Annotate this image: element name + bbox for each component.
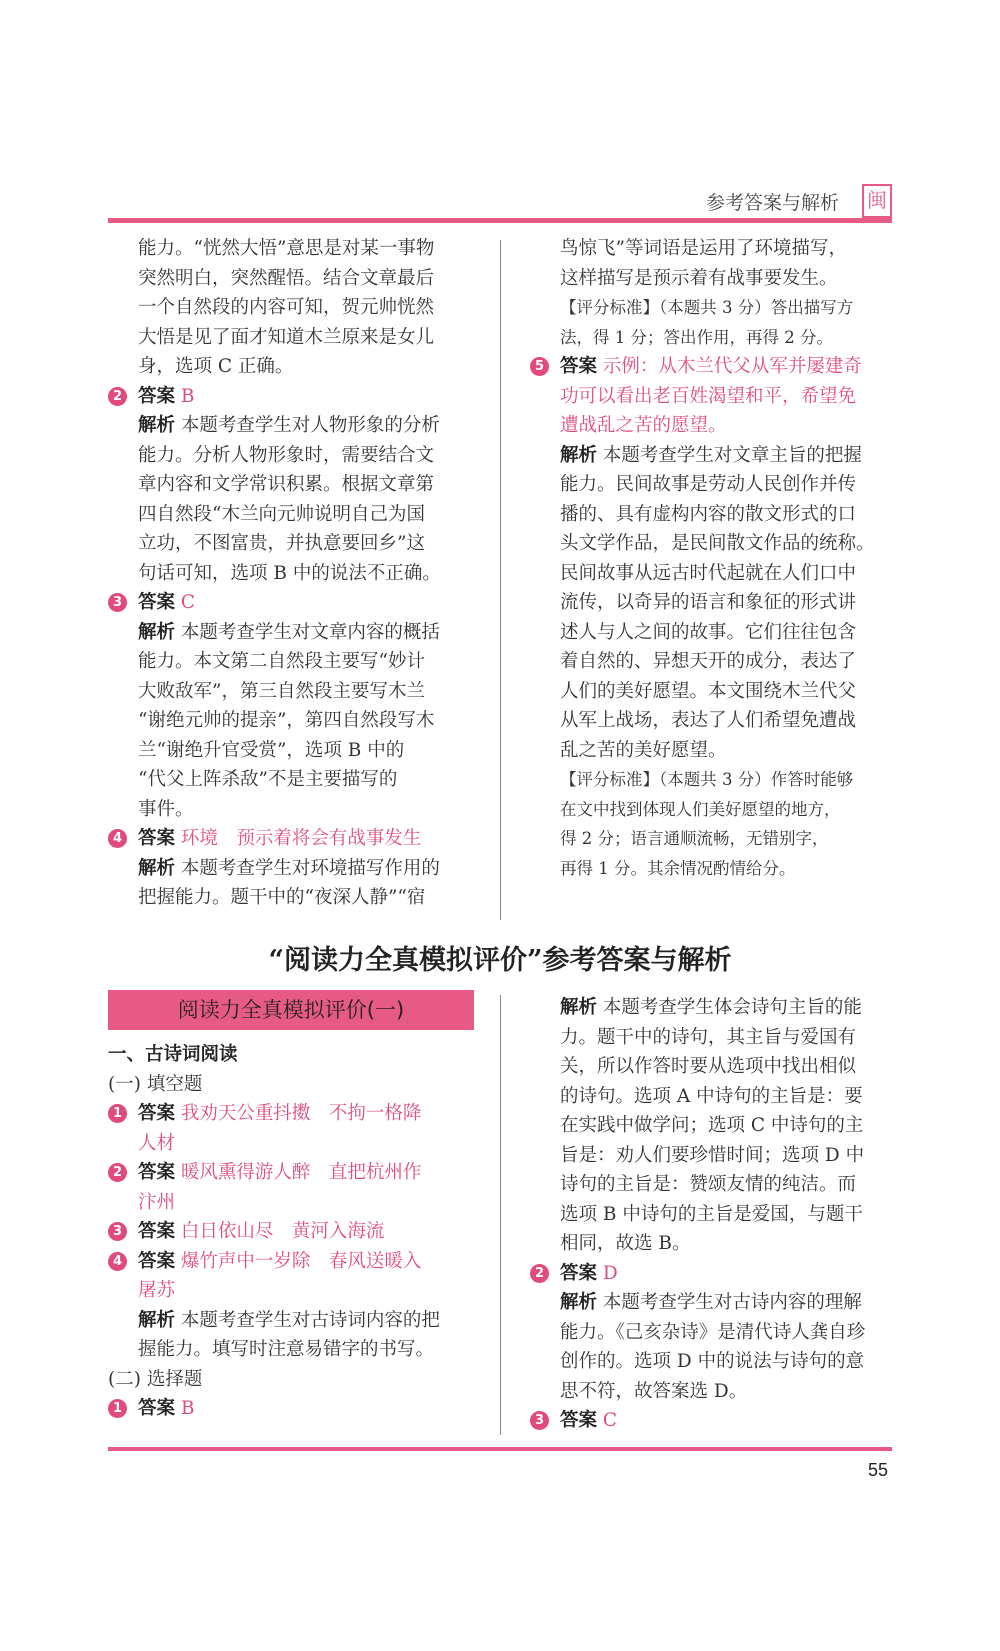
answer-label: 答案 — [138, 1103, 176, 1124]
text-line: 本题考查学生对古诗内容的理解 — [602, 1292, 862, 1313]
text-line: 本题考查学生对环境描写作用的 — [180, 857, 440, 879]
answer-value: 白日依山尽 黄河入海流 — [180, 1221, 385, 1242]
answer-label: 答案 — [138, 1162, 176, 1183]
scoring-line: 再得 1 分。其余情况酌情给分。 — [560, 858, 796, 878]
choice-item-2 — [530, 1259, 900, 1407]
continued-block — [530, 234, 900, 352]
text-line: 流传，以奇异的语言和象征的形式讲 — [560, 592, 857, 613]
answer-value: D — [602, 1262, 618, 1284]
text-line: 本题考查学生对古诗词内容的把 — [180, 1309, 440, 1331]
text-line: 事件。 — [138, 798, 194, 820]
text-line: 本题考查学生体会诗句主旨的能 — [602, 997, 862, 1018]
number-badge: 3 — [530, 1411, 549, 1430]
text-line: 关，所以作答时要从选项中找出相似 — [560, 1056, 857, 1077]
answer-label: 答案 — [560, 356, 598, 377]
answer-label: 答案 — [560, 1410, 598, 1431]
number-badge: 3 — [108, 1222, 127, 1241]
analysis-label: 解析 — [138, 1309, 176, 1331]
text-line: 播的、具有虚构内容的散文形式的口 — [560, 503, 857, 525]
text-line: 大悟是见了面才知道木兰原来是女儿 — [138, 326, 435, 348]
fill-item-2 — [108, 1158, 480, 1217]
text-line: 在实践中做学问；选项 C 中诗句的主 — [560, 1115, 864, 1136]
answer-value: 环境 预示着将会有战事发生 — [180, 828, 422, 849]
text-line: 把握能力。题干中的“夜深人静”“宿 — [138, 887, 426, 908]
text-line: 大败敌军”，第三自然段主要写木兰 — [138, 680, 425, 702]
answer-value: 我劝天公重抖擞 不拘一格降 — [180, 1103, 422, 1124]
text-line: 创作的。选项 D 中的说法与诗句的意 — [560, 1351, 865, 1372]
answer-label: 答案 — [138, 1221, 176, 1242]
number-badge: 1 — [108, 1104, 127, 1123]
text-line: 本题考查学生对文章主旨的把握 — [602, 444, 862, 466]
answer-value: 示例：从木兰代父从军并屡建奇 — [602, 356, 862, 377]
left-top-column — [108, 234, 480, 913]
answer-value: 功可以看出老百姓渴望和平，希望免 — [560, 385, 857, 407]
text-line: 民间故事从远古时代起就在人们口中 — [560, 562, 857, 584]
text-line: 述人与人之间的故事。它们往往包含 — [560, 621, 857, 643]
left-bottom-column — [108, 1040, 480, 1424]
answer-item-4 — [108, 824, 480, 913]
text-line: 立功，不图富贵，并执意要回乡”这 — [138, 533, 425, 554]
text-line: 诗句的主旨是：赞颂友情的纯洁。而 — [560, 1174, 857, 1195]
text-line: 突然明白，突然醒悟。结合文章最后 — [138, 267, 435, 289]
text-line: 旨是：劝人们要珍惜时间；选项 D 中 — [560, 1144, 865, 1166]
answer-value: 爆竹声中一岁除 春风送暖入 — [180, 1250, 422, 1272]
answer-label: 答案 — [138, 1398, 176, 1419]
text-line: “代父上阵杀敌”不是主要描写的 — [138, 769, 398, 790]
text-line: 选项 B 中诗句的主旨是爱国，与题干 — [560, 1203, 863, 1225]
text-line: 人们的美好愿望。本文围绕木兰代父 — [560, 680, 857, 702]
text-line: 一个自然段的内容可知，贺元帅恍然 — [138, 297, 435, 318]
header-divider — [108, 218, 892, 223]
answer-value: 汴州 — [138, 1191, 176, 1213]
scoring-line: 法，得 1 分；答出作用，再得 2 分。 — [560, 327, 833, 347]
analysis-label: 解析 — [138, 621, 176, 643]
page-number: 55 — [868, 1460, 889, 1480]
text-line: 能力。本文第二自然段主要写“妙计 — [138, 651, 425, 672]
analysis-label: 解析 — [560, 444, 598, 466]
text-line: 力。题干中的诗句，其主旨与爱国有 — [560, 1026, 857, 1048]
text-line: 鸟惊飞”等词语是运用了环境描写， — [560, 238, 847, 259]
analysis-block — [530, 993, 900, 1259]
answer-value: C — [180, 592, 196, 613]
text-line: 本题考查学生对文章内容的概括 — [180, 621, 440, 643]
answer-label: 答案 — [560, 1262, 598, 1284]
column-divider — [500, 995, 501, 1435]
header-title: 参考答案与解析 — [706, 192, 840, 214]
subheading: (一) 填空题 — [108, 1073, 203, 1095]
answer-item-5 — [530, 352, 900, 883]
number-badge: 2 — [108, 1163, 127, 1182]
subheading: (二) 选择题 — [108, 1368, 203, 1390]
text-line: 句话可知，选项 B 中的说法不正确。 — [138, 562, 441, 584]
text-line: 相同，故选 B。 — [560, 1233, 691, 1254]
number-badge: 2 — [530, 1264, 549, 1283]
answer-item-3 — [108, 588, 480, 824]
text-line: 能力。分析人物形象时，需要结合文 — [138, 444, 435, 466]
column-divider — [500, 240, 501, 920]
scoring-line: 在文中找到体现人们美好愿望的地方， — [560, 799, 841, 819]
analysis-label: 解析 — [560, 997, 598, 1018]
fill-item-1 — [108, 1099, 480, 1158]
analysis-label: 解析 — [138, 415, 176, 436]
number-badge: 3 — [108, 593, 127, 612]
fill-item-3 — [108, 1217, 480, 1247]
number-badge: 5 — [530, 357, 549, 376]
intro-block — [108, 234, 480, 382]
scoring-line: 【评分标准】（本题共 3 分）作答时能够 — [560, 770, 854, 789]
scoring-line: 得 2 分；语言通顺流畅，无错别字， — [560, 829, 829, 848]
right-top-column — [530, 234, 900, 883]
answer-value: 屠苏 — [138, 1280, 176, 1301]
number-badge: 1 — [108, 1399, 127, 1418]
text-line: 章内容和文学常识积累。根据文章第 — [138, 474, 435, 495]
answer-item-2 — [108, 382, 480, 589]
answer-value: B — [180, 385, 195, 407]
number-badge: 4 — [108, 829, 127, 848]
text-line: 身，选项 C 正确。 — [138, 356, 294, 377]
right-bottom-column — [530, 993, 900, 1436]
text-line: 乱之苦的美好愿望。 — [560, 739, 727, 761]
choice-item-3 — [530, 1406, 900, 1436]
footer-divider — [108, 1447, 892, 1451]
text-line: 本题考查学生对人物形象的分析 — [180, 415, 440, 436]
section-banner: 阅读力全真模拟评价(一) — [108, 990, 474, 1030]
answer-label: 答案 — [138, 1250, 176, 1272]
number-badge: 4 — [108, 1252, 127, 1271]
text-line: 思不符，故答案选 D。 — [560, 1380, 748, 1402]
text-line: 着自然的、异想天开的成分，表达了 — [560, 651, 857, 672]
text-line: 握能力。填写时注意易错字的书写。 — [138, 1339, 435, 1360]
text-line: “谢绝元帅的提亲”，第四自然段写木 — [138, 710, 435, 731]
text-line: 能力。《己亥杂诗》是清代诗人龚自珍 — [560, 1321, 866, 1343]
number-badge: 2 — [108, 387, 127, 406]
answer-label: 答案 — [138, 385, 176, 407]
answer-label: 答案 — [138, 828, 176, 849]
analysis-label: 解析 — [138, 857, 176, 879]
answer-value: C — [602, 1410, 618, 1431]
answer-label: 答案 — [138, 592, 176, 613]
text-line: 头文学作品，是民间散文作品的统称。 — [560, 533, 875, 554]
text-line: 能力。“恍然大悟”意思是对某一事物 — [138, 238, 435, 259]
text-line: 兰“谢绝升官受赏”，选项 B 中的 — [138, 739, 405, 761]
answer-value: 暖风熏得游人醉 直把杭州作 — [180, 1162, 422, 1183]
text-line: 的诗句。选项 A 中诗句的主旨是：要 — [560, 1085, 863, 1107]
text-line: 四自然段“木兰向元帅说明自己为国 — [138, 503, 425, 525]
text-line: 这样描写是预示着有战事要发生。 — [560, 267, 838, 289]
answer-value: B — [180, 1398, 195, 1419]
choice-item-1 — [108, 1394, 480, 1424]
answer-value: 人材 — [138, 1132, 176, 1154]
answer-value: 遭战乱之苦的愿望。 — [560, 415, 727, 436]
scoring-line: 【评分标准】（本题共 3 分）答出描写方 — [560, 298, 854, 317]
section-title: “阅读力全真模拟评价”参考答案与解析 — [268, 945, 732, 976]
fill-item-4 — [108, 1247, 480, 1365]
analysis-label: 解析 — [560, 1292, 598, 1313]
header-badge: 闽 — [862, 184, 892, 218]
heading: 一、古诗词阅读 — [108, 1044, 238, 1065]
text-line: 能力。民间故事是劳动人民创作并传 — [560, 474, 857, 495]
text-line: 从军上战场，表达了人们希望免遭战 — [560, 710, 857, 731]
